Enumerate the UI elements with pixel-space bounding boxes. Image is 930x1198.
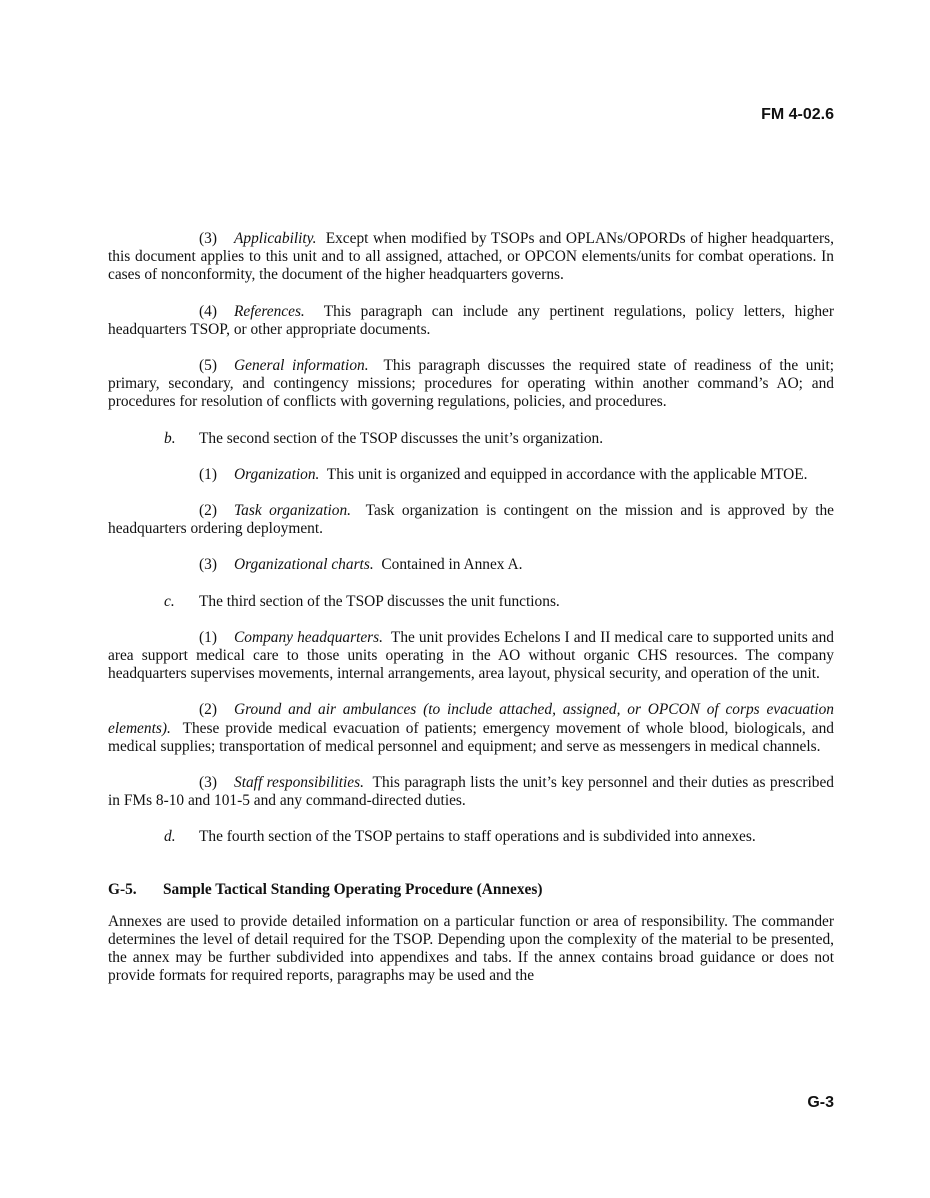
paragraph-letter: b.	[164, 429, 176, 447]
paragraph-applicability	[108, 230, 834, 285]
document-header: FM 4-02.6	[761, 106, 834, 123]
paragraph-number: (3)	[199, 774, 217, 792]
paragraph-term: References.	[234, 302, 305, 320]
paragraph-organizational-charts	[108, 556, 834, 574]
paragraph-text: This unit is organized and equipped in accordance with the applicable MTOE.	[326, 465, 808, 483]
paragraph-general-information	[108, 357, 834, 412]
paragraph-d	[108, 828, 834, 846]
section-number: G-5.	[108, 880, 137, 898]
paragraph-number: (3)	[199, 230, 217, 247]
paragraph-text: Contained in Annex A.	[381, 556, 523, 574]
paragraph-text: This paragraph lists the unit’s key personnel and their duties as prescribed in FMs 8-10 and 101-5 and any command-directed duties.	[108, 774, 834, 810]
paragraph-term: Ground and air ambulances (to include attached, assigned, or OPCON of corps evacuation elements).	[108, 701, 834, 737]
paragraph-number: (4)	[199, 302, 217, 320]
paragraph-term: Staff responsibilities.	[234, 774, 364, 792]
paragraph-staff-responsibilities	[108, 774, 834, 810]
paragraph-company-headquarters	[108, 629, 834, 684]
paragraph-term: Organization.	[234, 465, 320, 483]
section-paragraph: Annexes are used to provide detailed information on a particular function or area of responsibility. The commander determines the level of detail required for the TSOP. Depending upon the complexity of the material to be presented, the annex may be further subdivided into appendixes and tabs. If the annex contains broad guidance or does not provide formats for required reports, paragraphs may be used and the	[108, 912, 834, 985]
page-number: G-3	[807, 1094, 834, 1111]
paragraph-text: These provide medical evacuation of patients; emergency movement of whole blood, biologicals, and medical supplies; transportation of medical personnel and equipment; and serve as messengers in medical channels.	[108, 719, 834, 755]
paragraph-c	[108, 593, 834, 611]
paragraph-text: This paragraph can include any pertinent regulations, policy letters, higher headquarters TSOP, or other appropriate documents.	[108, 302, 835, 338]
paragraph-text: The fourth section of the TSOP pertains to staff operations and is subdivided into annexes.	[199, 828, 756, 846]
paragraph-text: Task organization is contingent on the mission and is approved by the headquarters ordering deployment.	[108, 502, 835, 538]
paragraph-letter: d.	[164, 828, 176, 846]
paragraph-ambulances	[108, 701, 834, 756]
paragraph-letter: c.	[164, 592, 175, 610]
paragraph-number: (1)	[199, 628, 217, 646]
paragraph-text: Except when modified by TSOPs and OPLANs/OPORDs of higher headquarters, this document applies to this unit and to all assigned, attached, or OPCON elements/units for combat operations. In cases of nonconformity, the document of the higher headquarters governs.	[108, 230, 834, 284]
paragraph-term: Applicability.	[234, 230, 317, 247]
paragraph-number: (2)	[199, 701, 217, 719]
paragraph-term: General information.	[234, 357, 369, 375]
paragraph-text: The third section of the TSOP discusses the unit functions.	[199, 592, 560, 610]
paragraph-references	[108, 303, 834, 339]
paragraph-number: (2)	[199, 502, 217, 520]
paragraph-term: Task organization.	[234, 502, 352, 520]
paragraph-term: Organizational charts.	[234, 556, 374, 574]
paragraph-task-organization	[108, 502, 834, 538]
paragraph-text: The second section of the TSOP discusses the unit’s organization.	[199, 429, 604, 447]
paragraph-text: The unit provides Echelons I and II medical care to supported units and area support medical care to those units operating in the AO without organic CHS resources. The company headquarters supervises movements, internal arrangements, area layout, physical security, and operation of the unit.	[108, 628, 834, 683]
section-title: Sample Tactical Standing Operating Procedure (Annexes)	[163, 880, 543, 898]
paragraph-number: (1)	[199, 465, 217, 483]
paragraph-term: Company headquarters.	[234, 628, 384, 646]
section-heading	[108, 881, 834, 899]
document-body	[108, 230, 834, 1004]
paragraph-b	[108, 430, 834, 448]
paragraph-text: This paragraph discusses the required state of readiness of the unit; primary, secondary, and contingency missions; procedures for operating within another command’s AO; and procedures for resolution of conflicts with governing regulations, policies, and procedures.	[108, 357, 834, 411]
paragraph-number: (3)	[199, 556, 217, 574]
paragraph-number: (5)	[199, 357, 217, 375]
paragraph-organization	[108, 466, 834, 484]
